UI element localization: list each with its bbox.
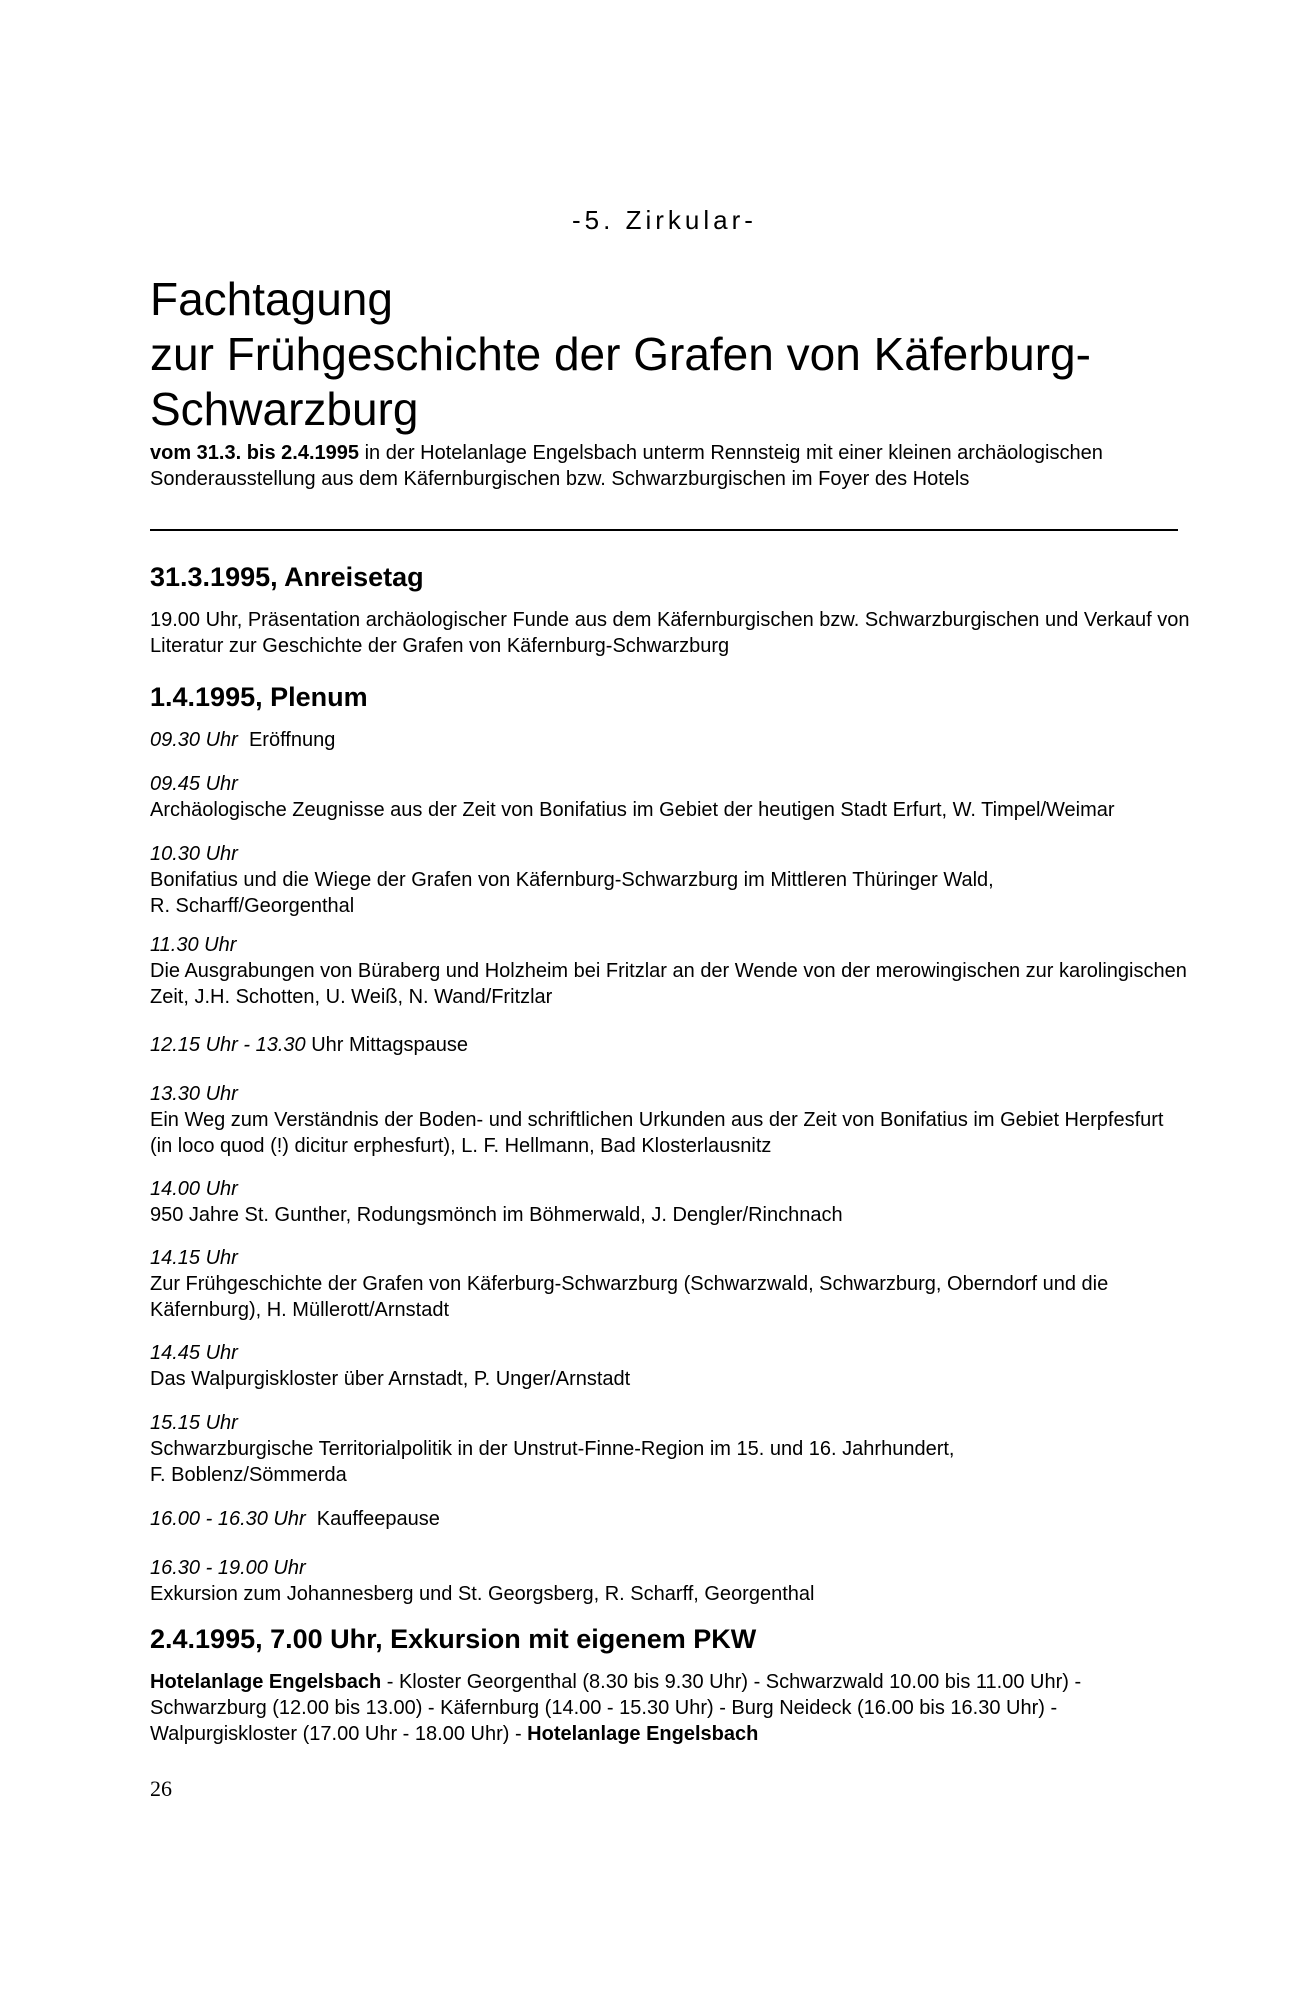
program-time: 09.30 Uhr (150, 729, 238, 751)
program-item (150, 1032, 1190, 1058)
day3-heading: 2.4.1995, 7.00 Uhr, Exkursion mit eigenem PKW (150, 1624, 757, 1654)
title-line-1: Fachtagung (150, 273, 393, 325)
program-time: 14.15 Uhr (150, 1247, 238, 1269)
program-text: Das Walpurgiskloster über Arnstadt, P. Unger/Arnstadt (150, 1368, 631, 1390)
program-text-2: R. Scharff/Georgenthal (150, 895, 355, 917)
program-item (150, 727, 1190, 753)
program-time: 15.15 Uhr (150, 1412, 238, 1434)
program-inline: Eröffnung (248, 729, 336, 751)
program-time: 16.00 - 16.30 Uhr (150, 1508, 306, 1530)
title-line-2: zur Frühgeschichte der Grafen von Käferburg- (150, 328, 1091, 380)
program-item (150, 1506, 1190, 1532)
divider-line (150, 529, 1178, 531)
intro-text: in der Hotelanlage Engelsbach unterm Rennsteig mit einer kleinen archäologischen Sonderausstellung aus dem Käfernburgischen bzw. Schwarzburgischen im Foyer des Hotels (150, 442, 1103, 490)
day1-heading: 31.3.1995, Anreisetag (150, 562, 424, 592)
program-text-2: F. Boblenz/Sömmerda (150, 1464, 347, 1486)
program-text: Bonifatius und die Wiege der Grafen von Käfernburg-Schwarzburg im Mittleren Thüringer Wald, (150, 869, 994, 891)
page-number: 26 (150, 1776, 172, 1801)
program-time: 13.30 Uhr (150, 1083, 238, 1105)
program-text: Exkursion zum Johannesberg und St. Georgsberg, R. Scharff, Georgenthal (150, 1583, 815, 1605)
program-text: Archäologische Zeugnisse aus der Zeit von Bonifatius im Gebiet der heutigen Stadt Erfurt, W. Timpel/Weimar (150, 799, 1115, 821)
intro-paragraph (150, 440, 1190, 492)
program-time: 10.30 Uhr (150, 843, 238, 865)
route-end: Hotelanlage Engelsbach (527, 1723, 759, 1745)
program-time: 14.00 Uhr (150, 1178, 238, 1200)
day1-text: 19.00 Uhr, Präsentation archäologischer Funde aus dem Käfernburgischen bzw. Schwarzburgischen und Verkauf von Literatur zur Geschichte der Grafen von Käfernburg-Schwarzburg (150, 609, 1190, 657)
program-time: 11.30 Uhr (150, 934, 237, 956)
program-time: 09.45 Uhr (150, 773, 238, 795)
title-line-3: Schwarzburg (150, 383, 419, 435)
intro-dates: vom 31.3. bis 2.4.1995 (150, 442, 360, 464)
day2-section (150, 682, 1190, 713)
program-time: 12.15 Uhr - 13.30 (150, 1034, 306, 1056)
program-text: Zur Frühgeschichte der Grafen von Käferburg-Schwarzburg (Schwarzwald, Schwarzburg, Oberndorf und die Käfernburg), H. Müllerott/Arnstadt (150, 1273, 1109, 1321)
route-start: Hotelanlage Engelsbach (150, 1671, 382, 1693)
route-stops: - Kloster Georgenthal (8.30 bis 9.30 Uhr) - Schwarzwald 10.00 bis 11.00 Uhr) - Schwarzburg (12.00 bis 13.00) - Käfernburg (14.00 - 15.30 Uhr) - Burg Neideck (16.00 bis 16.30 Uhr) - Walpurgiskloster (17.00 Uhr - 18.00 Uhr) - (150, 1671, 1082, 1745)
program-time: 14.45 Uhr (150, 1342, 238, 1364)
program-text: 950 Jahre St. Gunther, Rodungsmönch im Böhmerwald, J. Dengler/Rinchnach (150, 1204, 843, 1226)
day3-section (150, 1624, 1190, 1655)
day2-heading: 1.4.1995, Plenum (150, 682, 368, 712)
day1-section (150, 562, 1190, 593)
program-text: Ein Weg zum Verständnis der Boden- und schriftlichen Urkunden aus der Zeit von Bonifatius im Gebiet Herpfesfurt (in loco quod (!) dicitur erphesfurt), L. F. Hellmann, Bad Klosterlausnitz (150, 1109, 1164, 1157)
circular-label: -5. Zirkular- (572, 205, 757, 235)
excursion-route (150, 1669, 1190, 1747)
program-inline: Kauffeepause (316, 1508, 440, 1530)
program-text: Die Ausgrabungen von Büraberg und Holzheim bei Fritzlar an der Wende von der merowingischen zur karolingischen Zeit, J.H. Schotten, U. Weiß, N. Wand/Fritzlar (150, 960, 1187, 1008)
page-title (150, 272, 1190, 437)
program-text: Schwarzburgische Territorialpolitik in der Unstrut-Finne-Region im 15. und 16. Jahrhundert, (150, 1438, 955, 1460)
program-inline: Uhr Mittagspause (311, 1034, 468, 1056)
program-time: 16.30 - 19.00 Uhr (150, 1557, 306, 1579)
